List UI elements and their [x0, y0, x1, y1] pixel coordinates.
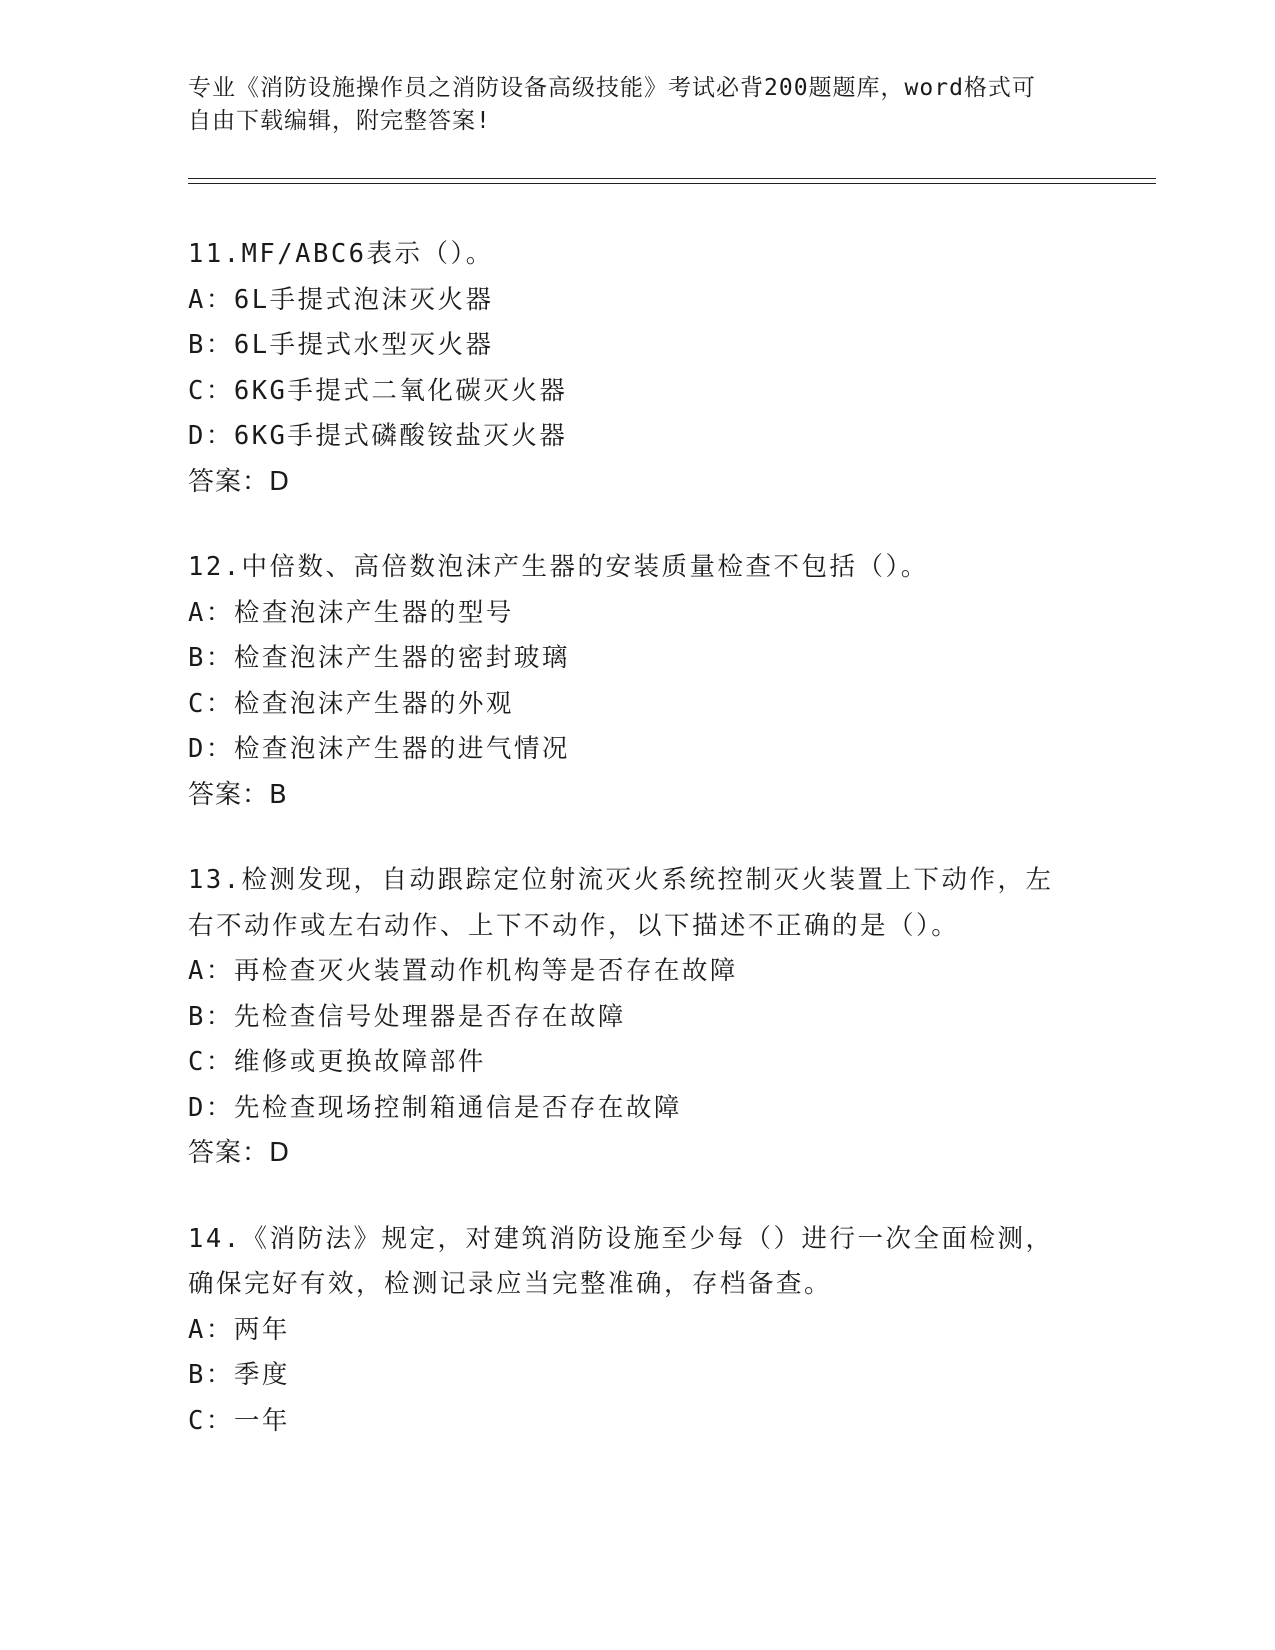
- question-14: [188, 1217, 1088, 1445]
- option-d: D：检查泡沫产生器的进气情况: [188, 734, 570, 764]
- answer-line: 答案：D: [188, 1138, 291, 1168]
- answer-line: 答案：D: [188, 466, 291, 497]
- question-11: [188, 232, 1088, 505]
- question-12: [188, 545, 1088, 818]
- option-b: B：先检查信号处理器是否存在故障: [188, 1001, 626, 1032]
- question-13: [188, 858, 1088, 1177]
- option-d: D：先检查现场控制箱通信是否存在故障: [188, 1092, 682, 1123]
- header-line-2: 自由下载编辑，附完整答案!: [188, 108, 491, 134]
- option-c: C：6KG手提式二氧化碳灭火器: [188, 375, 568, 406]
- option-d: D：6KG手提式磷酸铵盐灭火器: [188, 421, 568, 451]
- answer-line: 答案：B: [188, 779, 288, 810]
- option-c: C：一年: [188, 1405, 290, 1436]
- option-b: B：检查泡沫产生器的密封玻璃: [188, 643, 570, 673]
- header-divider-bottom: [188, 183, 1156, 184]
- option-c: C：检查泡沫产生器的外观: [188, 688, 514, 719]
- question-stem-line-1: 14.《消防法》规定，对建筑消防设施至少每（）进行一次全面检测，: [188, 1223, 1054, 1254]
- question-stem-line-2: 确保完好有效，检测记录应当完整准确，存档备查。: [188, 1269, 833, 1299]
- question-stem-line-1: 13.检测发现，自动跟踪定位射流灭火系统控制灭火装置上下动作，左: [188, 865, 1054, 895]
- option-c: C：维修或更换故障部件: [188, 1047, 486, 1077]
- question-stem: 12.中倍数、高倍数泡沫产生器的安装质量检查不包括（）。: [188, 552, 929, 582]
- header-line-1: 专业《消防设施操作员之消防设备高级技能》考试必背200题题库，word格式可: [188, 75, 1036, 101]
- option-a: A：两年: [188, 1314, 290, 1345]
- question-stem-line-2: 右不动作或左右动作、上下不动作，以下描述不正确的是（）。: [188, 910, 960, 941]
- option-a: A：检查泡沫产生器的型号: [188, 597, 514, 628]
- option-b: B：季度: [188, 1360, 290, 1390]
- question-list: [188, 232, 1088, 1484]
- option-b: B：6L手提式水型灭火器: [188, 330, 494, 360]
- header-divider-top: [188, 178, 1156, 179]
- question-stem: 11.MF/ABC6表示（）。: [188, 239, 494, 269]
- document-header: [188, 72, 1068, 138]
- option-a: A：再检查灭火装置动作机构等是否存在故障: [188, 956, 738, 986]
- option-a: A：6L手提式泡沫灭火器: [188, 284, 494, 315]
